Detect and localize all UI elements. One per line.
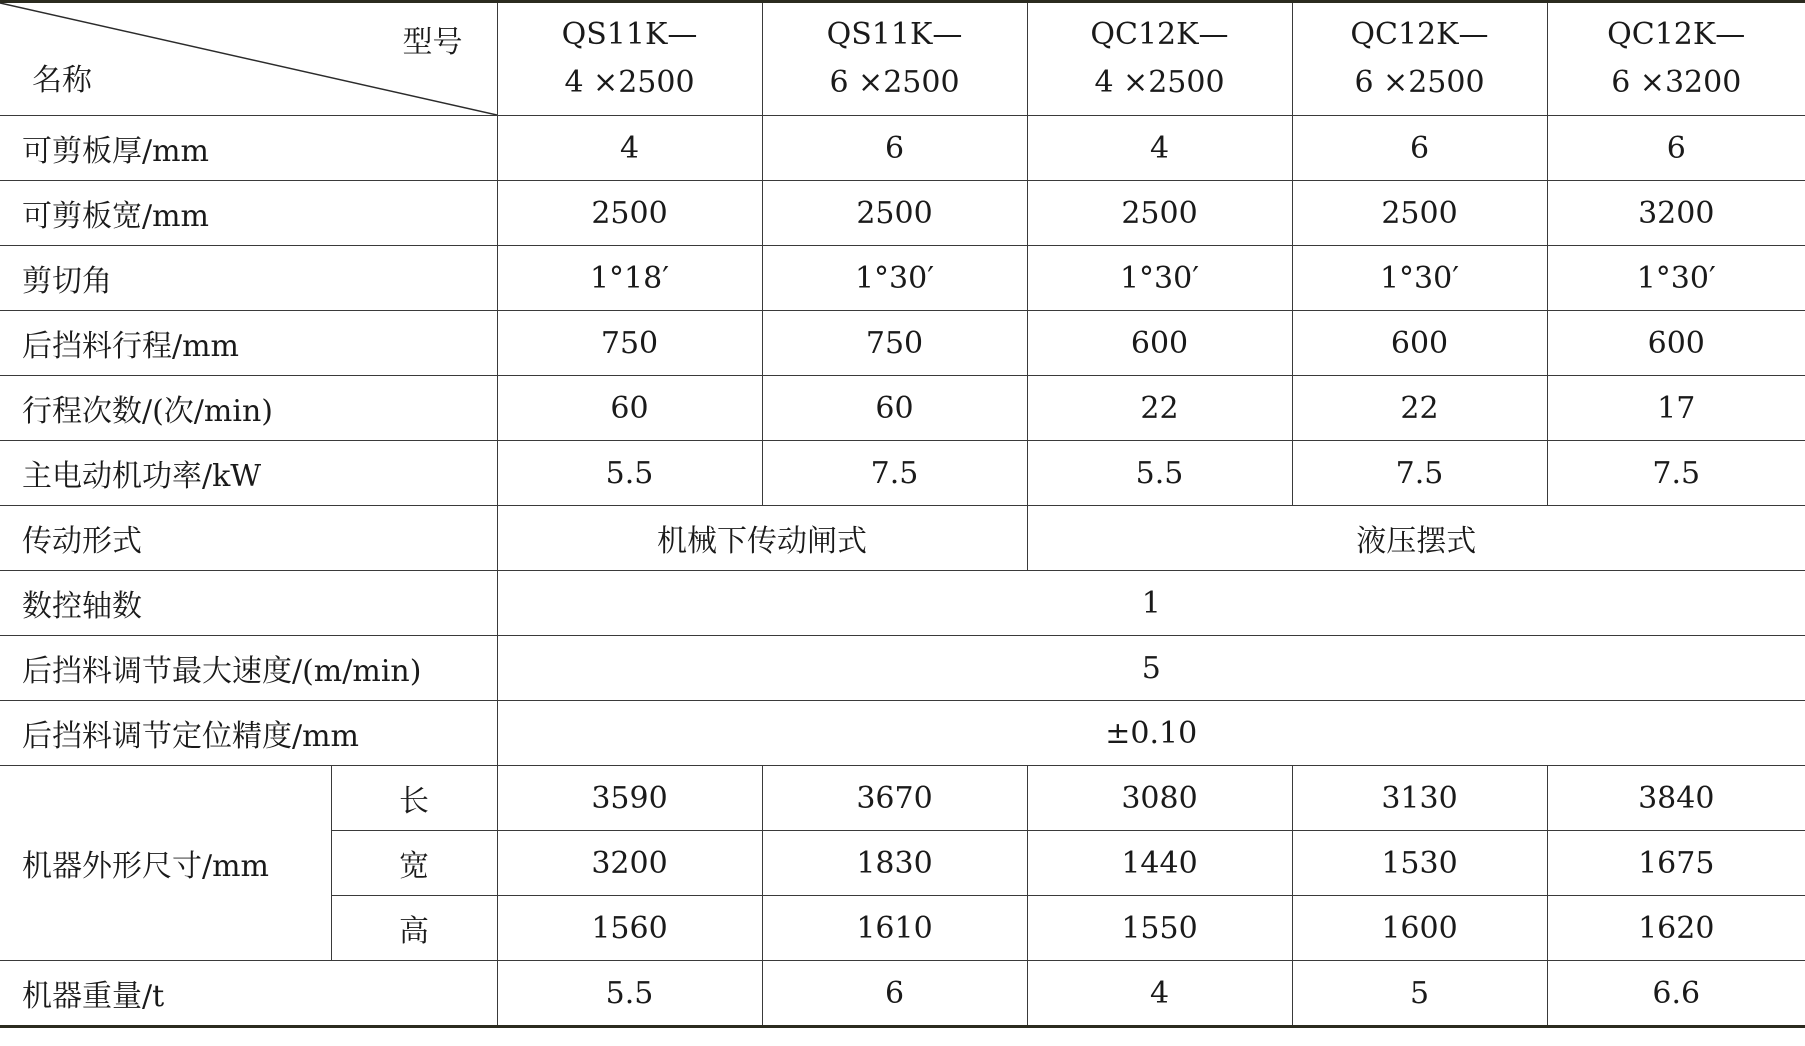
table-cell: 750 bbox=[497, 311, 762, 376]
row-label: 可剪板厚/mm bbox=[0, 116, 497, 181]
table-cell: 1°30′ bbox=[762, 246, 1027, 311]
table-row bbox=[0, 701, 1805, 766]
table-cell: 3130 bbox=[1292, 766, 1547, 831]
table-cell: 1830 bbox=[762, 831, 1027, 896]
table-cell: 60 bbox=[497, 376, 762, 441]
sub-label: 宽 bbox=[331, 831, 497, 896]
row-label: 可剪板宽/mm bbox=[0, 181, 497, 246]
table-row bbox=[0, 961, 1805, 1027]
table-cell: 液压摆式 bbox=[1027, 506, 1805, 571]
table-row bbox=[0, 571, 1805, 636]
table-cell: 6 bbox=[1292, 116, 1547, 181]
row-label: 后挡料调节定位精度/mm bbox=[0, 701, 497, 766]
sub-label: 高 bbox=[331, 896, 497, 961]
model-header-cell bbox=[762, 2, 1027, 116]
table-cell: 6 bbox=[762, 116, 1027, 181]
table-cell: 2500 bbox=[497, 181, 762, 246]
table-cell: 1610 bbox=[762, 896, 1027, 961]
table-cell: 5.5 bbox=[497, 961, 762, 1027]
table-cell: 750 bbox=[762, 311, 1027, 376]
row-label: 后挡料行程/mm bbox=[0, 311, 497, 376]
table-cell: 1°30′ bbox=[1292, 246, 1547, 311]
model-header-cell bbox=[1027, 2, 1292, 116]
model-name: QS11K— bbox=[561, 17, 698, 52]
table-cell: 4 bbox=[497, 116, 762, 181]
table-cell: 1620 bbox=[1547, 896, 1805, 961]
table-cell: 600 bbox=[1292, 311, 1547, 376]
table-cell: 60 bbox=[762, 376, 1027, 441]
table-cell: 22 bbox=[1292, 376, 1547, 441]
table-row bbox=[0, 506, 1805, 571]
table-cell: 5.5 bbox=[497, 441, 762, 506]
table-cell: 7.5 bbox=[1547, 441, 1805, 506]
table-row bbox=[0, 766, 1805, 831]
table-cell: 1440 bbox=[1027, 831, 1292, 896]
table-cell: 1560 bbox=[497, 896, 762, 961]
row-label: 行程次数/(次/min) bbox=[0, 376, 497, 441]
header-row bbox=[0, 2, 1805, 116]
table-cell: 1°30′ bbox=[1547, 246, 1805, 311]
model-header-cell bbox=[1547, 2, 1805, 116]
model-name: QC12K— bbox=[1090, 17, 1229, 52]
table-cell: 7.5 bbox=[762, 441, 1027, 506]
table-cell: 3200 bbox=[497, 831, 762, 896]
table-cell: 3590 bbox=[497, 766, 762, 831]
table-cell: 1530 bbox=[1292, 831, 1547, 896]
row-label: 主电动机功率/kW bbox=[0, 441, 497, 506]
row-label: 数控轴数 bbox=[0, 571, 497, 636]
model-size: 6 ×2500 bbox=[829, 65, 960, 100]
table-cell: 1550 bbox=[1027, 896, 1292, 961]
row-label: 机器外形尺寸/mm bbox=[0, 766, 331, 961]
table-cell: 3080 bbox=[1027, 766, 1292, 831]
table-cell: 4 bbox=[1027, 116, 1292, 181]
table-cell: 6 bbox=[762, 961, 1027, 1027]
table-cell: 1600 bbox=[1292, 896, 1547, 961]
table-row bbox=[0, 181, 1805, 246]
table-cell: 7.5 bbox=[1292, 441, 1547, 506]
table-cell: 600 bbox=[1547, 311, 1805, 376]
model-name: QC12K— bbox=[1350, 17, 1489, 52]
table-cell: 5 bbox=[497, 636, 1805, 701]
table-cell: 17 bbox=[1547, 376, 1805, 441]
table-cell: 4 bbox=[1027, 961, 1292, 1027]
corner-header-cell bbox=[0, 2, 497, 116]
table-row bbox=[0, 246, 1805, 311]
table-cell: 1675 bbox=[1547, 831, 1805, 896]
table-cell: 3840 bbox=[1547, 766, 1805, 831]
table-row bbox=[0, 441, 1805, 506]
table-cell: 600 bbox=[1027, 311, 1292, 376]
row-label: 剪切角 bbox=[0, 246, 497, 311]
table-cell: 22 bbox=[1027, 376, 1292, 441]
model-header-cell bbox=[1292, 2, 1547, 116]
row-label: 传动形式 bbox=[0, 506, 497, 571]
table-cell: 3670 bbox=[762, 766, 1027, 831]
table-row bbox=[0, 636, 1805, 701]
table-cell: 6 bbox=[1547, 116, 1805, 181]
row-label: 机器重量/t bbox=[0, 961, 497, 1027]
corner-label-model: 型号 bbox=[402, 25, 463, 60]
table-cell: 6.6 bbox=[1547, 961, 1805, 1027]
table-cell: 机械下传动闸式 bbox=[497, 506, 1027, 571]
model-size: 4 ×2500 bbox=[1094, 65, 1225, 100]
table-cell: 5.5 bbox=[1027, 441, 1292, 506]
table-row bbox=[0, 116, 1805, 181]
model-header-cell bbox=[497, 2, 762, 116]
model-name: QC12K— bbox=[1607, 17, 1746, 52]
table-cell: 2500 bbox=[1292, 181, 1547, 246]
row-label: 后挡料调节最大速度/(m/min) bbox=[0, 636, 497, 701]
model-size: 6 ×2500 bbox=[1354, 65, 1485, 100]
table-cell: 2500 bbox=[1027, 181, 1292, 246]
table-cell: 5 bbox=[1292, 961, 1547, 1027]
table-row bbox=[0, 311, 1805, 376]
model-size: 6 ×3200 bbox=[1611, 65, 1742, 100]
model-size: 4 ×2500 bbox=[564, 65, 695, 100]
table-cell: 3200 bbox=[1547, 181, 1805, 246]
table-row bbox=[0, 376, 1805, 441]
table-cell: 2500 bbox=[762, 181, 1027, 246]
sub-label: 长 bbox=[331, 766, 497, 831]
model-name: QS11K— bbox=[826, 17, 963, 52]
corner-label-name: 名称 bbox=[32, 63, 92, 98]
table-cell: 1°18′ bbox=[497, 246, 762, 311]
table-cell: 1 bbox=[497, 571, 1805, 636]
table-cell: ±0.10 bbox=[497, 701, 1805, 766]
table-cell: 1°30′ bbox=[1027, 246, 1292, 311]
